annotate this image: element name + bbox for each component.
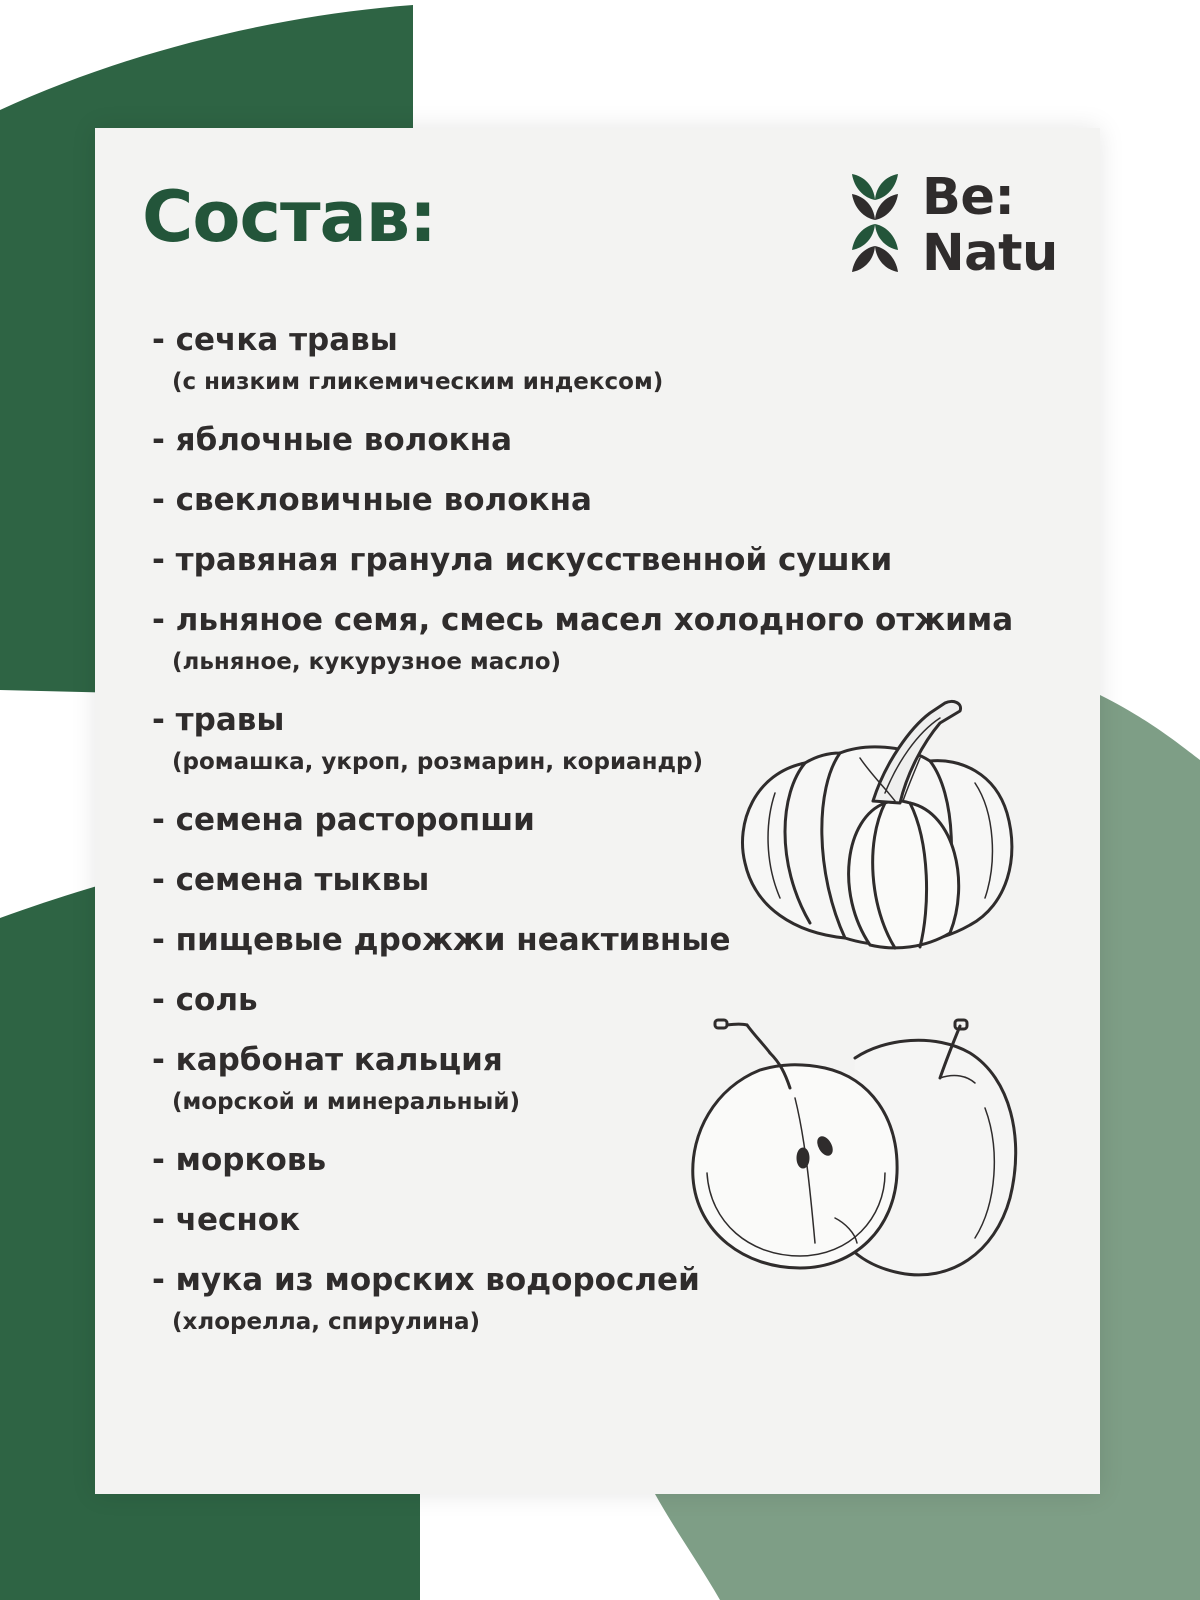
leaf-sprout-icon: [850, 172, 900, 276]
ingredient-item: [152, 418, 1013, 462]
ingredient-note: (морской и минеральный): [172, 1089, 520, 1115]
ingredient-name: - травы: [152, 702, 285, 738]
ingredient-note: (льняное, кукурузное масло): [172, 649, 562, 675]
ingredients-card: [95, 128, 1100, 1494]
page-title: Состав:: [142, 176, 437, 258]
ingredient-item: [152, 798, 1013, 842]
ingredient-item: [152, 1038, 1013, 1124]
ingredient-name: - семена расторопши: [152, 802, 535, 838]
ingredient-item: [152, 318, 1013, 404]
ingredient-name: - чеснок: [152, 1202, 301, 1238]
ingredient-item: [152, 478, 1013, 522]
ingredients-list: [152, 318, 1013, 1344]
ingredient-note: (хлорелла, спирулина): [172, 1309, 480, 1335]
ingredient-name: - пищевые дрожжи неактивные: [152, 922, 731, 958]
ingredient-note: (ромашка, укроп, розмарин, кориандр): [172, 749, 704, 775]
ingredient-item: [152, 1198, 1013, 1242]
ingredient-item: [152, 1138, 1013, 1182]
ingredient-name: - карбонат кальция: [152, 1042, 503, 1078]
ingredient-item: [152, 698, 1013, 784]
ingredient-name: - семена тыквы: [152, 862, 430, 898]
ingredient-item: [152, 918, 1013, 962]
ingredient-name: - свекловичные волокна: [152, 482, 592, 518]
ingredient-note: (с низким гликемическим индексом): [172, 369, 664, 395]
ingredient-item: [152, 1258, 1013, 1344]
ingredient-name: - соль: [152, 982, 258, 1018]
ingredient-name: - мука из морских водорослей: [152, 1262, 700, 1298]
ingredient-item: [152, 978, 1013, 1022]
ingredient-item: [152, 538, 1013, 582]
ingredient-item: [152, 598, 1013, 684]
logo-line-2: Natu: [922, 224, 1058, 283]
ingredient-name: - сечка травы: [152, 322, 398, 358]
logo-wordmark: [922, 170, 1058, 282]
ingredient-name: - морковь: [152, 1142, 327, 1178]
ingredient-name: - льняное семя, смесь масел холодного отжима: [152, 602, 1014, 638]
ingredient-name: - травяная гранула искусственной сушки: [152, 542, 893, 578]
logo-line-1: Be:: [922, 168, 1015, 227]
brand-logo: [850, 168, 1080, 283]
ingredient-name: - яблочные волокна: [152, 422, 513, 458]
ingredient-item: [152, 858, 1013, 902]
